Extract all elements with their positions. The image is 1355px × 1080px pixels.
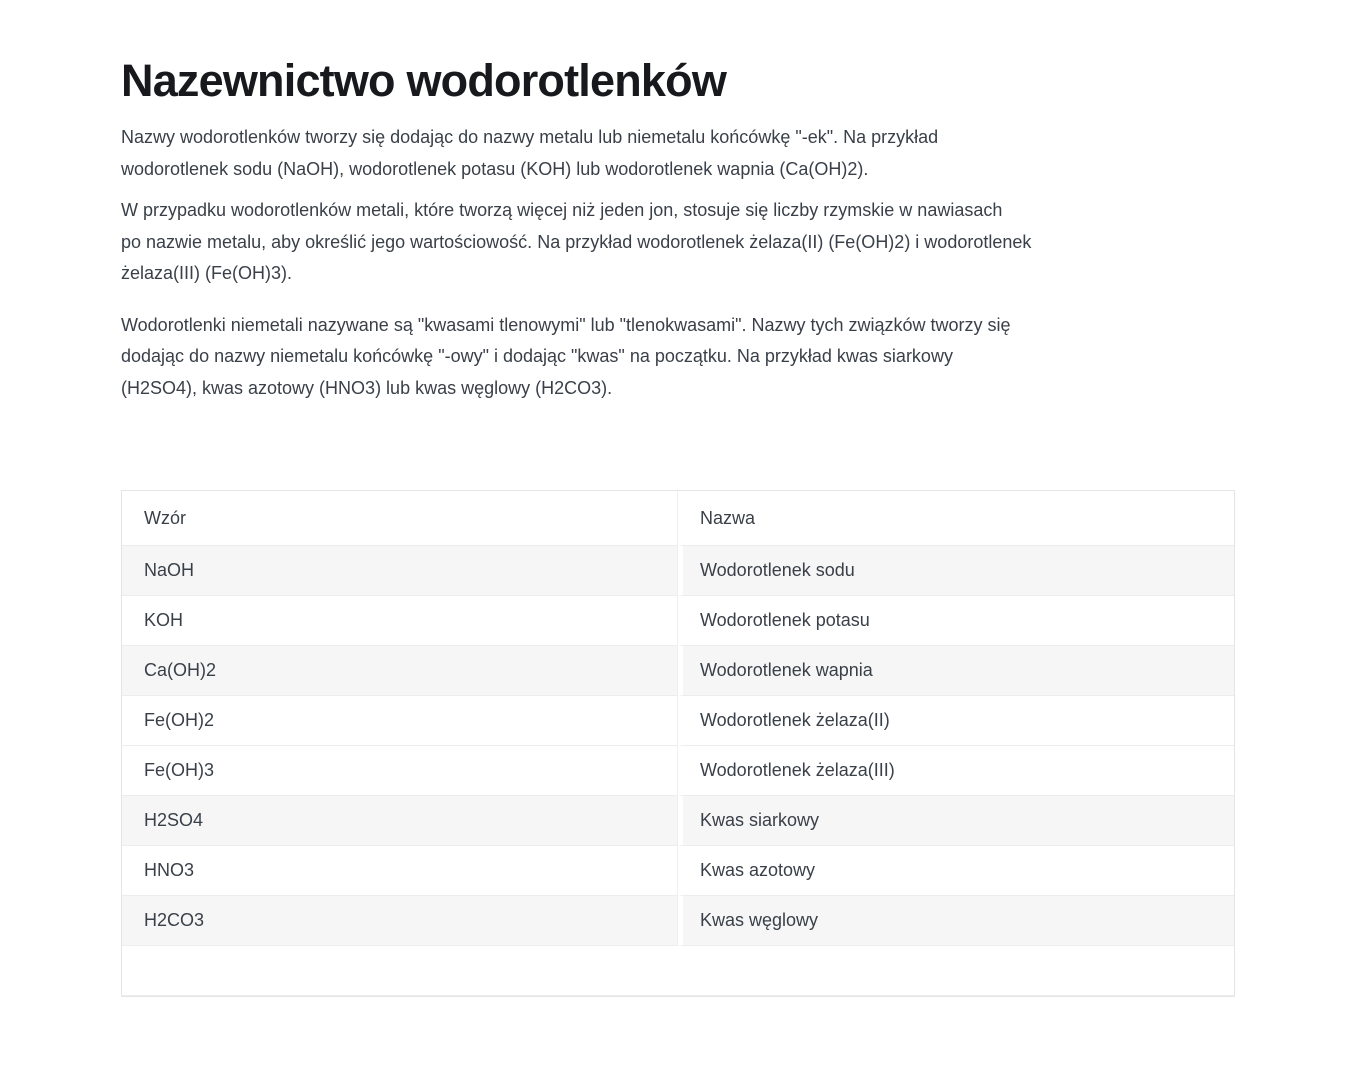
- paragraph-roman-numerals: [121, 195, 1234, 290]
- name-cell: Kwas azotowy: [678, 846, 1234, 896]
- name-cell: Kwas siarkowy: [678, 796, 1234, 846]
- paragraph-line: po nazwie metalu, aby określić jego wartościowość. Na przykład wodorotlenek żelaza(II) (Fe(OH)2) i wodorotlenek: [121, 231, 1032, 252]
- paragraph-line: (H2SO4), kwas azotowy (HNO3) lub kwas węglowy (H2CO3).: [121, 377, 613, 398]
- table-row: [122, 796, 1234, 846]
- paragraph-line: Nazwy wodorotlenków tworzy się dodając do nazwy metalu lub niemetalu końcówkę "-ek". Na przykład: [121, 127, 939, 148]
- table-spacer-cell: [122, 946, 1234, 996]
- formula-cell: KOH: [122, 596, 678, 646]
- name-cell: Wodorotlenek sodu: [678, 546, 1234, 596]
- page-title: Nazewnictwo wodorotlenków: [121, 55, 727, 106]
- table-row: [122, 696, 1234, 746]
- paragraph-oxyacids: [121, 310, 1234, 405]
- formula-cell: H2SO4: [122, 796, 678, 846]
- formula-cell: Fe(OH)3: [122, 746, 678, 796]
- column-header-name: Nazwa: [678, 491, 1234, 546]
- name-cell: Wodorotlenek potasu: [678, 596, 1234, 646]
- table-row: [122, 646, 1234, 696]
- paragraph-line: Wodorotlenki niemetali nazywane są "kwasami tlenowymi" lub "tlenokwasami". Nazwy tych związków tworzy się: [121, 314, 1011, 335]
- hydroxides-table: [121, 490, 1235, 997]
- column-header-formula: Wzór: [122, 491, 678, 546]
- paragraph-line: żelaza(III) (Fe(OH)3).: [121, 263, 293, 284]
- paragraph-line: W przypadku wodorotlenków metali, które tworzą więcej niż jeden jon, stosuje się liczby rzymskie w nawiasach: [121, 200, 1003, 221]
- formula-cell: HNO3: [122, 846, 678, 896]
- formula-cell: Fe(OH)2: [122, 696, 678, 746]
- name-cell: Wodorotlenek żelaza(II): [678, 696, 1234, 746]
- paragraph-line: wodorotlenek sodu (NaOH), wodorotlenek potasu (KOH) lub wodorotlenek wapnia (Ca(OH)2).: [121, 158, 869, 179]
- paragraph-naming-rule: [121, 122, 1234, 185]
- name-cell: Kwas węglowy: [678, 896, 1234, 946]
- name-cell: Wodorotlenek żelaza(III): [678, 746, 1234, 796]
- table-row: [122, 596, 1234, 646]
- formula-cell: Ca(OH)2: [122, 646, 678, 696]
- formula-cell: NaOH: [122, 546, 678, 596]
- name-cell: Wodorotlenek wapnia: [678, 646, 1234, 696]
- page-content: [121, 0, 1234, 997]
- paragraph-line: dodając do nazwy niemetalu końcówkę "-owy" i dodając "kwas" na początku. Na przykład kwas siarkowy: [121, 346, 953, 367]
- table-row: [122, 746, 1234, 796]
- table-header-row: [122, 491, 1234, 546]
- table-spacer-row: [122, 946, 1234, 996]
- table-row: [122, 546, 1234, 596]
- table-row: [122, 896, 1234, 946]
- formula-cell: H2CO3: [122, 896, 678, 946]
- table-row: [122, 846, 1234, 896]
